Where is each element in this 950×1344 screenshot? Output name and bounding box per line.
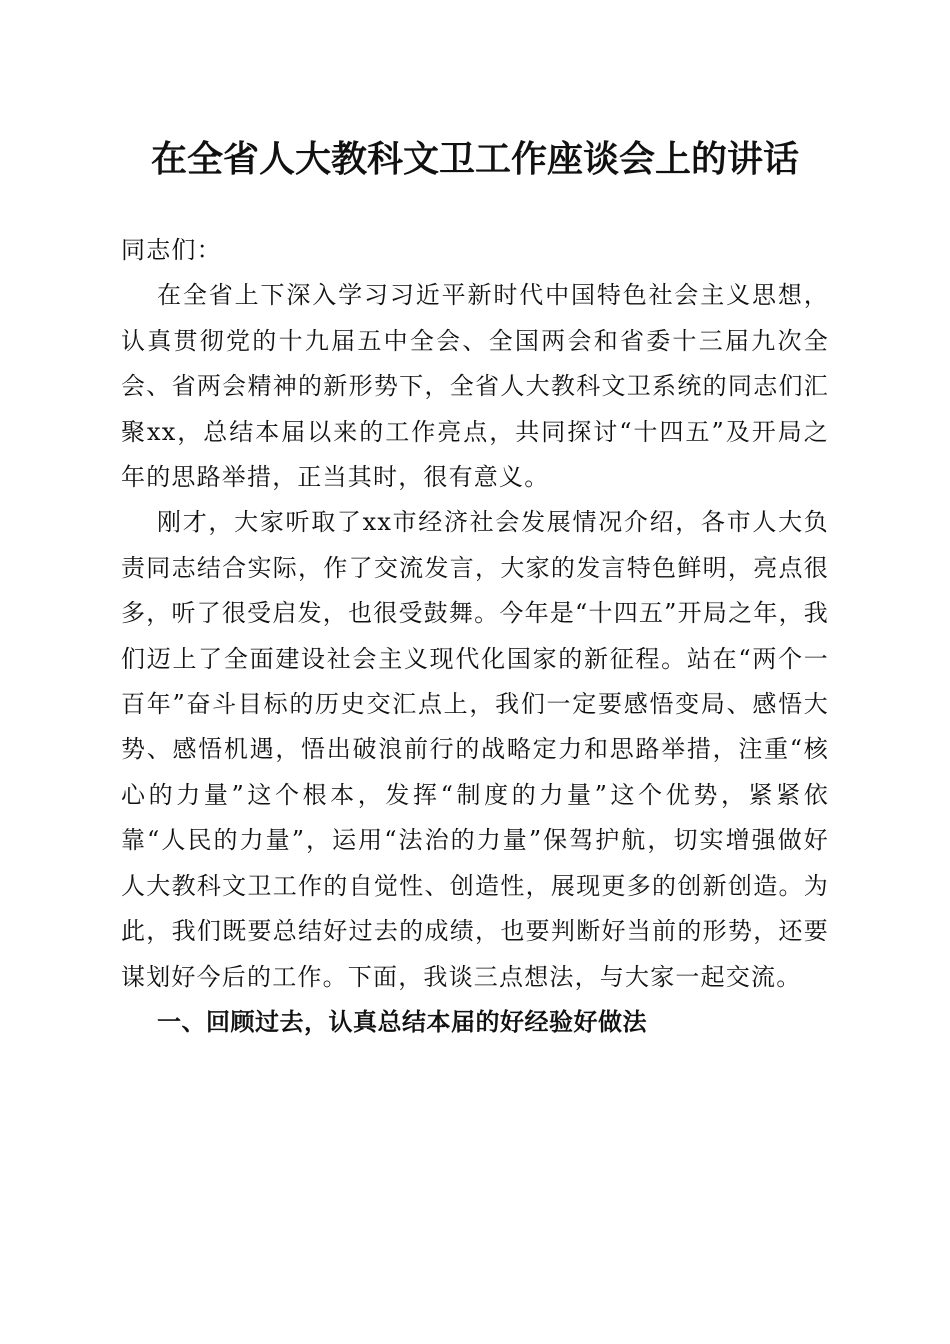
section-heading: 一、回顾过去，认真总结本届的好经验好做法 <box>157 1007 647 1036</box>
salutation: 同志们： <box>121 236 222 264</box>
paragraph-2: 刚才，大家听取了xx市经济社会发展情况介绍，各市人大负责同志结合实际，作了交流发言，大家的发言特色鲜明，亮点很多，听了很受启发，也很受鼓舞。今年是“十四五”开局之年，我们迈上了全面建设社会主义现代化国家的新征程。站在“两个一百年”奋斗目标的历史交汇点上，我们一定要感悟变局、感悟大势、感悟机遇，悟出破浪前行的战略定力和思路举措，注重“核心的力量”这个根本，发挥“制度的力量”这个优势，紧紧依靠“人民的力量”，运用“法治的力量”保驾护航，切实增强做好人大教科文卫工作的自觉性、创造性，展现更多的创新创造。为此，我们既要总结好过去的成绩，也要判断好当前的形势，还要谋划好今后的工作。下面，我谈三点想法，与大家一起交流。 <box>121 508 829 991</box>
paragraph-1: 在全省上下深入学习习近平新时代中国特色社会主义思想，认真贯彻党的十九届五中全会、全国两会和省委十三届九次全会、省两会精神的新形势下，全省人大教科文卫系统的同志们汇聚xx，总结本届以来的工作亮点，共同探讨“十四五”及开局之年的思路举措，正当其时，很有意义。 <box>121 281 829 492</box>
page-title: 在全省人大教科文卫工作座谈会上的讲话 <box>150 139 799 180</box>
document-body <box>121 228 829 1045</box>
